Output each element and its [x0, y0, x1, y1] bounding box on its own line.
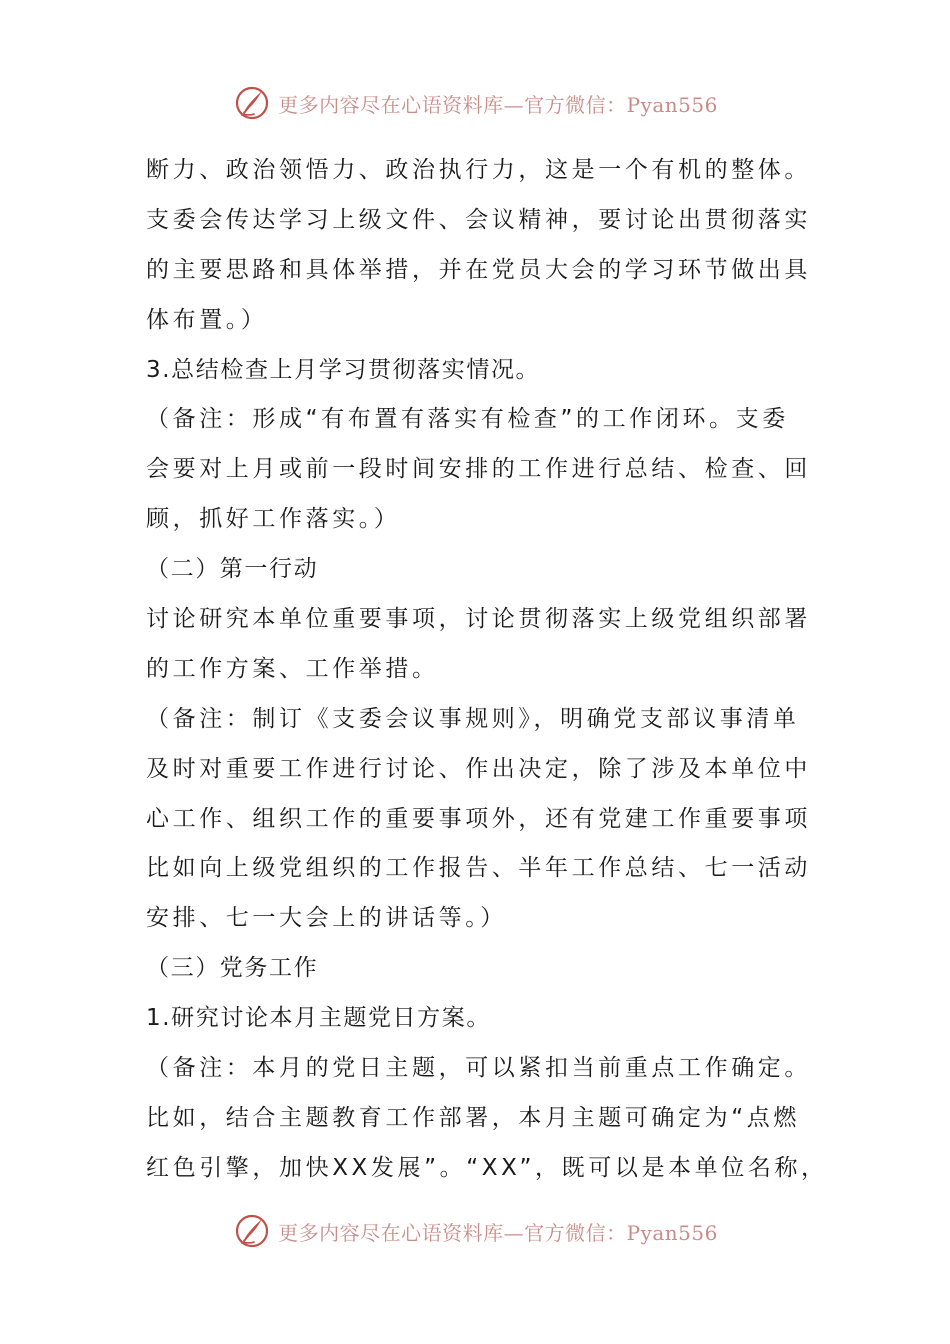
text-line: 心工作、组织工作的重要事项外，还有党建工作重要事项 [146, 805, 811, 832]
text-line: （备注：本月的党日主题，可以紧扣当前重点工作确定。 [146, 1055, 811, 1082]
text-line: 顾，抓好工作落实。） [146, 506, 401, 533]
text-line: 的工作方案、工作举措。 [146, 655, 439, 682]
text-line: 红色引擎，加快XX发展”。“XX”，既可以是本单位名称， [146, 1154, 828, 1181]
watermark-text: 更多内容尽在心语资料库—官方微信：Pyan556 [278, 92, 718, 117]
watermark-text: 更多内容尽在心语资料库—官方微信：Pyan556 [278, 1220, 718, 1245]
text-line: 会要对上月或前一段时间安排的工作进行总结、检查、回 [146, 456, 811, 483]
text-line: 支委会传达学习上级文件、会议精神，要讨论出贯彻落实 [146, 206, 811, 233]
text-line: 比如，结合主题教育工作部署，本月主题可确定为“点燃 [146, 1104, 800, 1131]
document-body [146, 146, 828, 1194]
header-watermark [0, 81, 950, 125]
footer-watermark [0, 1209, 950, 1253]
text-line: 3.总结检查上月学习贯彻落实情况。 [146, 356, 541, 383]
section-heading: （三）党务工作 [146, 955, 319, 982]
text-line: 断力、政治领悟力、政治执行力，这是一个有机的整体。 [146, 157, 811, 183]
text-line: （备注：制订《支委会议事规则》，明确党支部议事清单 [146, 705, 800, 732]
text-line: 1.研究讨论本月主题党日方案。 [146, 1005, 491, 1032]
text-line: 及时对重要工作进行讨论、作出决定，除了涉及本单位中 [146, 755, 811, 782]
text-line: （备注：形成“有布置有落实有检查”的工作闭环。支委 [146, 406, 789, 433]
text-line: 讨论研究本单位重要事项，讨论贯彻落实上级党组织部署 [146, 606, 811, 633]
section-heading: （二）第一行动 [146, 556, 319, 583]
text-line: 安排、七一大会上的讲话等。） [146, 905, 507, 932]
text-line: 比如向上级党组织的工作报告、半年工作总结、七一活动 [146, 855, 811, 882]
quill-logo-icon [232, 83, 272, 123]
quill-logo-icon [232, 1211, 272, 1251]
text-line: 的主要思路和具体举措，并在党员大会的学习环节做出具 [146, 256, 811, 283]
text-line: 体布置。） [146, 306, 268, 333]
